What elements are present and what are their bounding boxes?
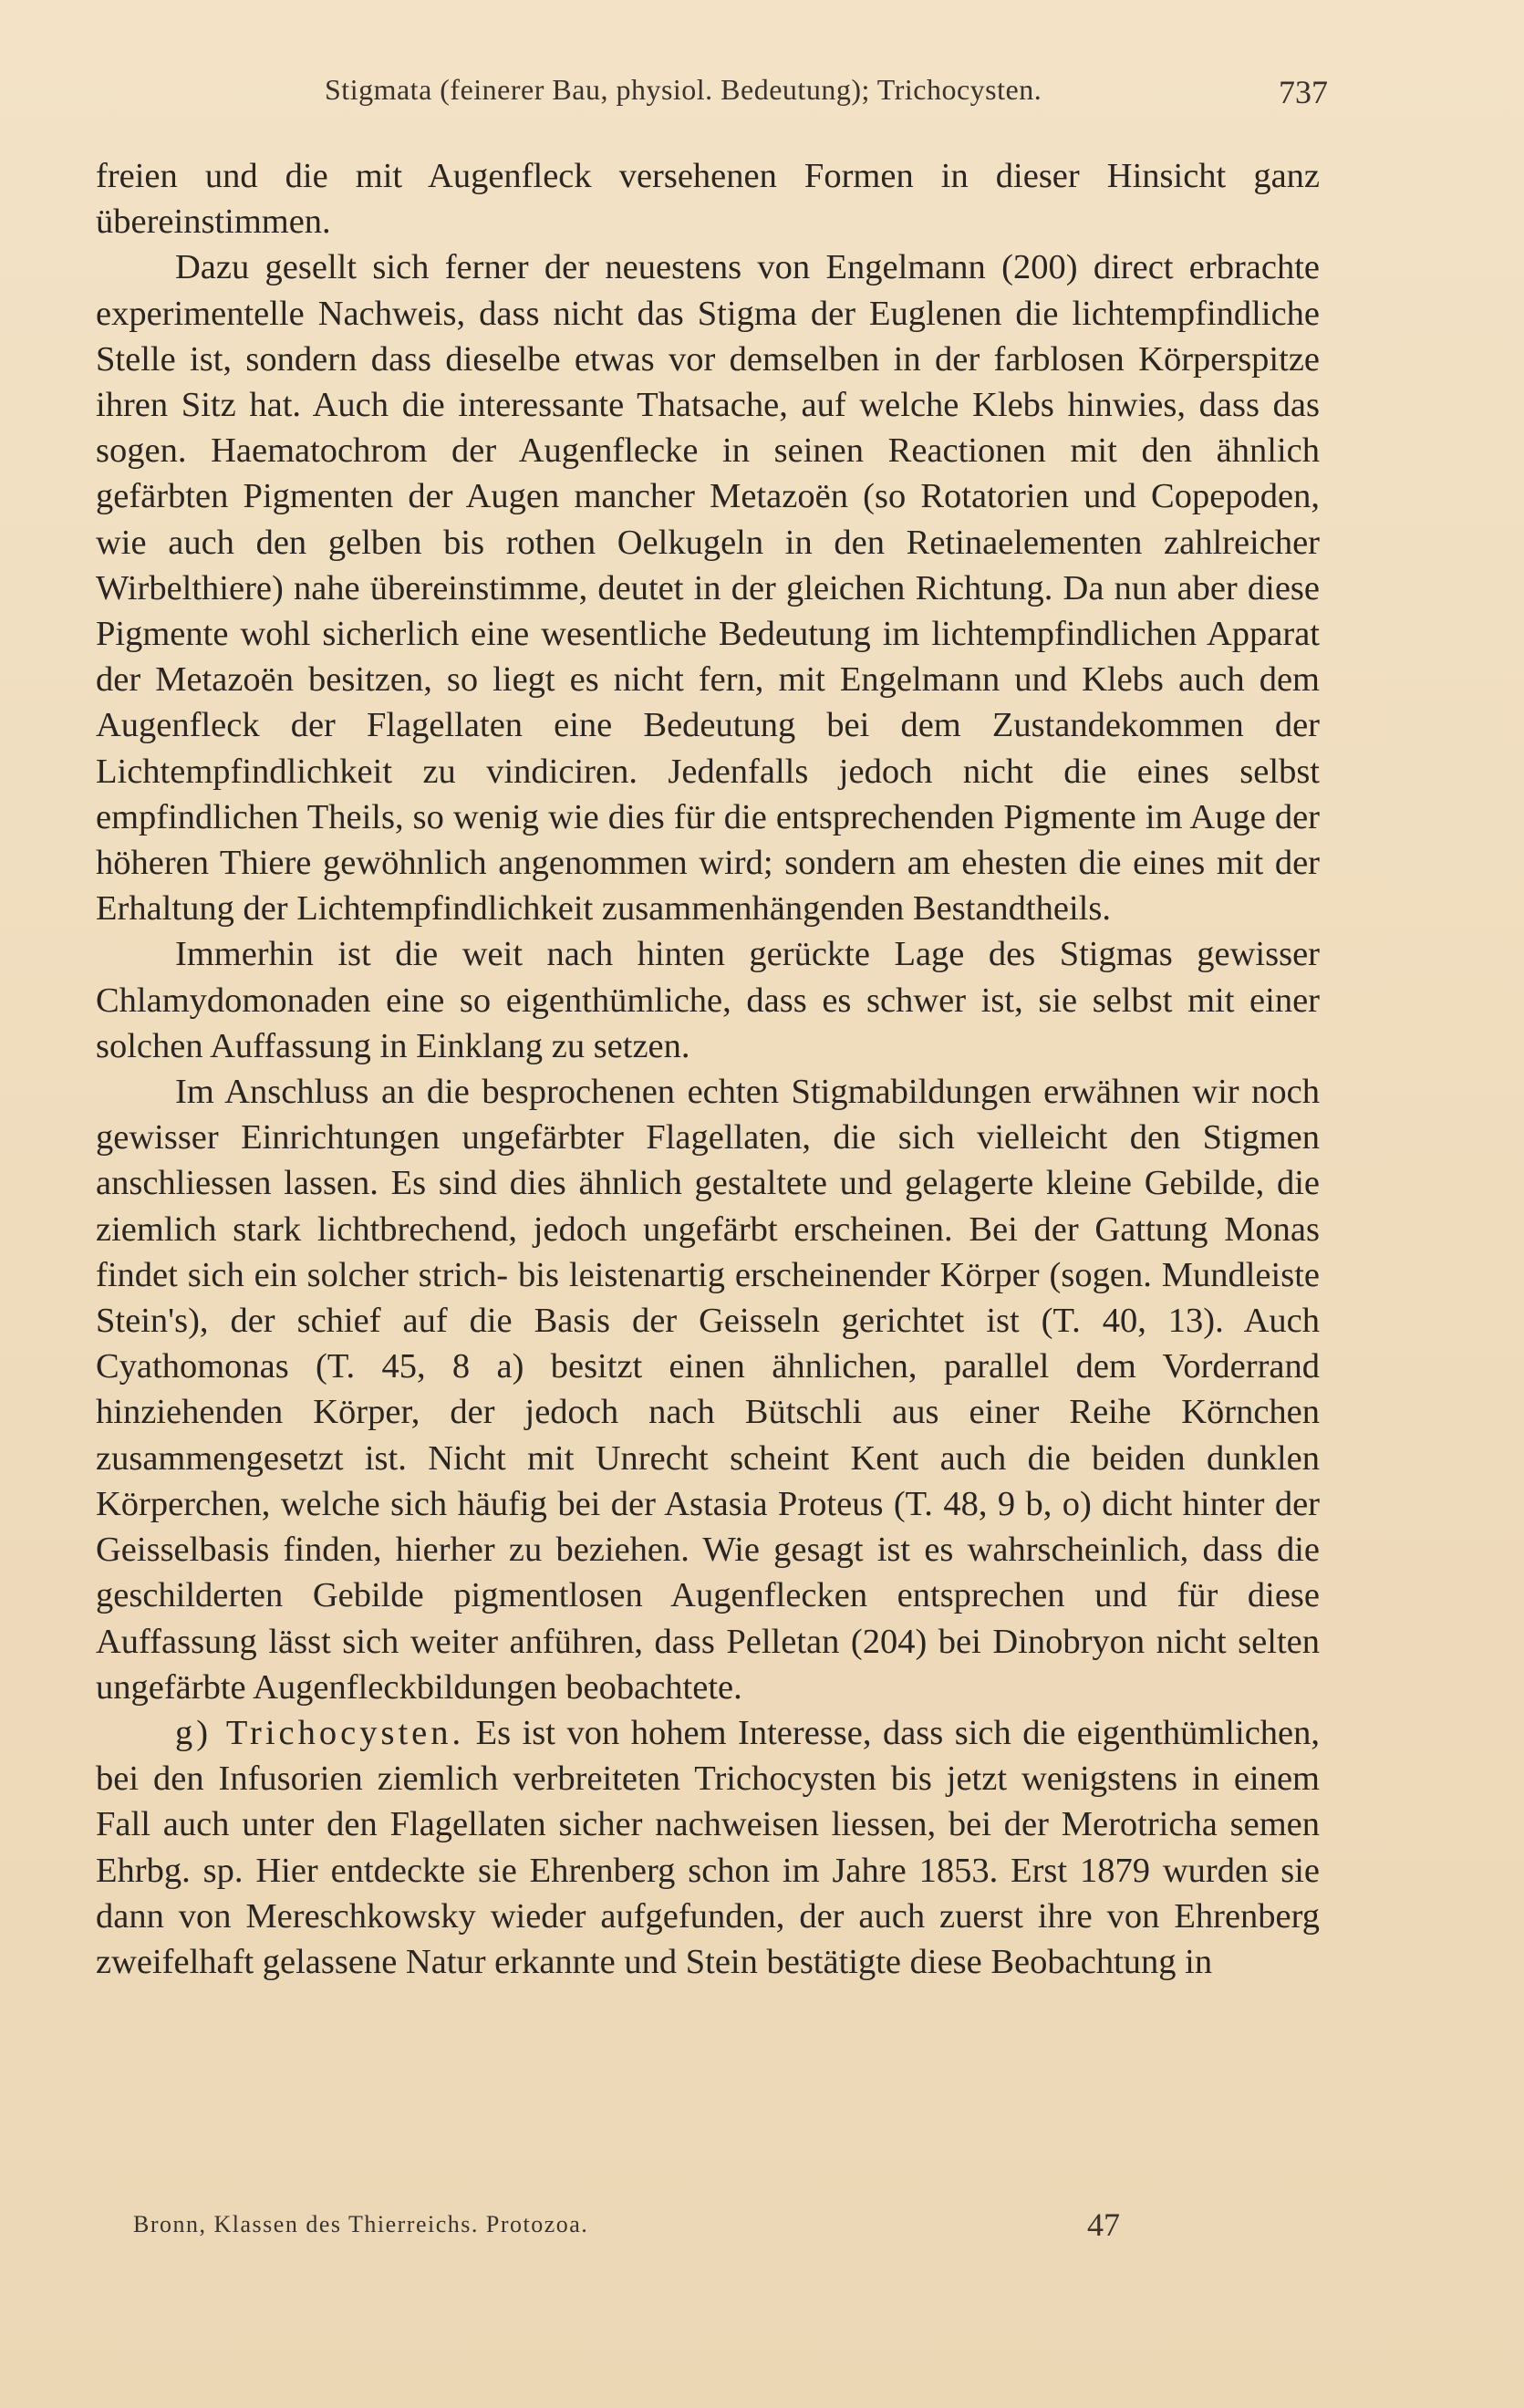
paragraph-4: Im Anschluss an die besprochenen echten Stigmabildungen erwähnen wir noch gewisser Einrichtungen ungefärbter Flagellaten, die sich vielleicht den Stigmen anschliessen lassen. Es sind dies ähnlich gestaltete und gelagerte kleine Gebilde, die ziemlich stark lichtbrechend, jedoch ungefärbt erscheinen. Bei der Gattung Monas findet sich ein solcher strich- bis leistenartig erscheinender Körper (sogen. Mundleiste Stein's), der schief auf die Basis der Geisseln gerichtet ist (T. 40, 13). Auch Cyathomonas (T. 45, 8 a) besitzt einen ähnlichen, parallel dem Vorderrand hinziehenden Körper, der jedoch nach Bütschli aus einer Reihe Körnchen zusammengesetzt ist. Nicht mit Unrecht scheint Kent auch die beiden dunklen Körperchen, welche sich häufig bei der Astasia Proteus (T. 48, 9 b, o) dicht hinter der Geisselbasis finden, hierher zu beziehen. Wie gesagt ist es wahrscheinlich, dass die geschilderten Gebilde pigmentlosen Augenflecken entsprechen und für diese Auffassung lässt sich weiter anführen, dass Pelletan (204) bei Dinobryon nicht selten ungefärbte Augenfleckbildungen beobachtete. — [96, 1073, 1320, 1707]
sheet-number: 47 — [1087, 2206, 1120, 2243]
paragraph-5-text: Es ist von hohem Interesse, dass sich die eigenthümlichen, bei den Infusorien ziemlich verbreiteten Trichocysten bis jetzt wenigstens in einem Fall auch unter den Flagellaten sicher nachweisen liessen, bei der Merotricha semen Ehrbg. sp. Hier entdeckte sie Ehrenberg schon im Jahre 1853. Erst 1879 wurden sie dann von Mereschkowsky wieder aufgefunden, der auch zuerst ihre von Ehrenberg zweifelhaft gelassene Natur erkannte und Stein bestätigte diese Beobachtung in — [96, 1713, 1321, 1981]
page-header — [325, 73, 1328, 128]
paragraph-5 — [96, 1710, 1320, 1985]
running-head: Stigmata (feinerer Bau, physiol. Bedeutung); Trichocysten. — [325, 73, 1042, 106]
footer-signature: Bronn, Klassen des Thierreichs. Protozoa. — [133, 2211, 589, 2237]
paragraph-3: Immerhin ist die weit nach hinten gerückte Lage des Stigmas gewisser Chlamydomonaden eine so eigenthümliche, dass es schwer ist, sie selbst mit einer solchen Auffassung in Einklang zu setzen. — [96, 935, 1320, 1065]
section-heading-trichocysten: g) Trichocysten. — [175, 1713, 465, 1752]
page-footer — [133, 2206, 1136, 2251]
body-text — [96, 153, 1320, 1985]
paragraph-2: Dazu gesellt sich ferner der neuestens von Engelmann (200) direct erbrachte experimentelle Nachweis, dass nicht das Stigma der Euglenen die lichtempfindliche Stelle ist, sondern dass dieselbe etwas vor demselben in der farblosen Körperspitze ihren Sitz hat. Auch die interessante Thatsache, auf welche Klebs hinwies, dass das sogen. Haematochrom der Augenflecke in seinen Reactionen mit den ähnlich gefärbten Pigmenten der Augen mancher Metazoën (so Rotatorien und Copepoden, wie auch den gelben bis rothen Oelkugeln in den Retinaelementen zahlreicher Wirbelthiere) nahe übereinstimme, deutet in der gleichen Richtung. Da nun aber diese Pigmente wohl sicherlich eine wesentliche Bedeutung im lichtempfindlichen Apparat der Metazoën besitzen, so liegt es nicht fern, mit Engelmann und Klebs auch dem Augenfleck der Flagellaten eine Bedeutung bei dem Zustandekommen der Lichtempfindlichkeit zu vindiciren. Jedenfalls jedoch nicht die eines selbst empfindlichen Theils, so wenig wie dies für die entsprechenden Pigmente im Auge der höheren Thiere gewöhnlich angenommen wird; sondern am ehesten die eines mit der Erhaltung der Lichtempfindlichkeit zusammenhängenden Bestandtheils. — [96, 248, 1320, 929]
page-number: 737 — [1279, 74, 1328, 110]
paragraph-1: freien und die mit Augenfleck versehenen Formen in dieser Hinsicht ganz übereinstimmen. — [96, 157, 1320, 242]
